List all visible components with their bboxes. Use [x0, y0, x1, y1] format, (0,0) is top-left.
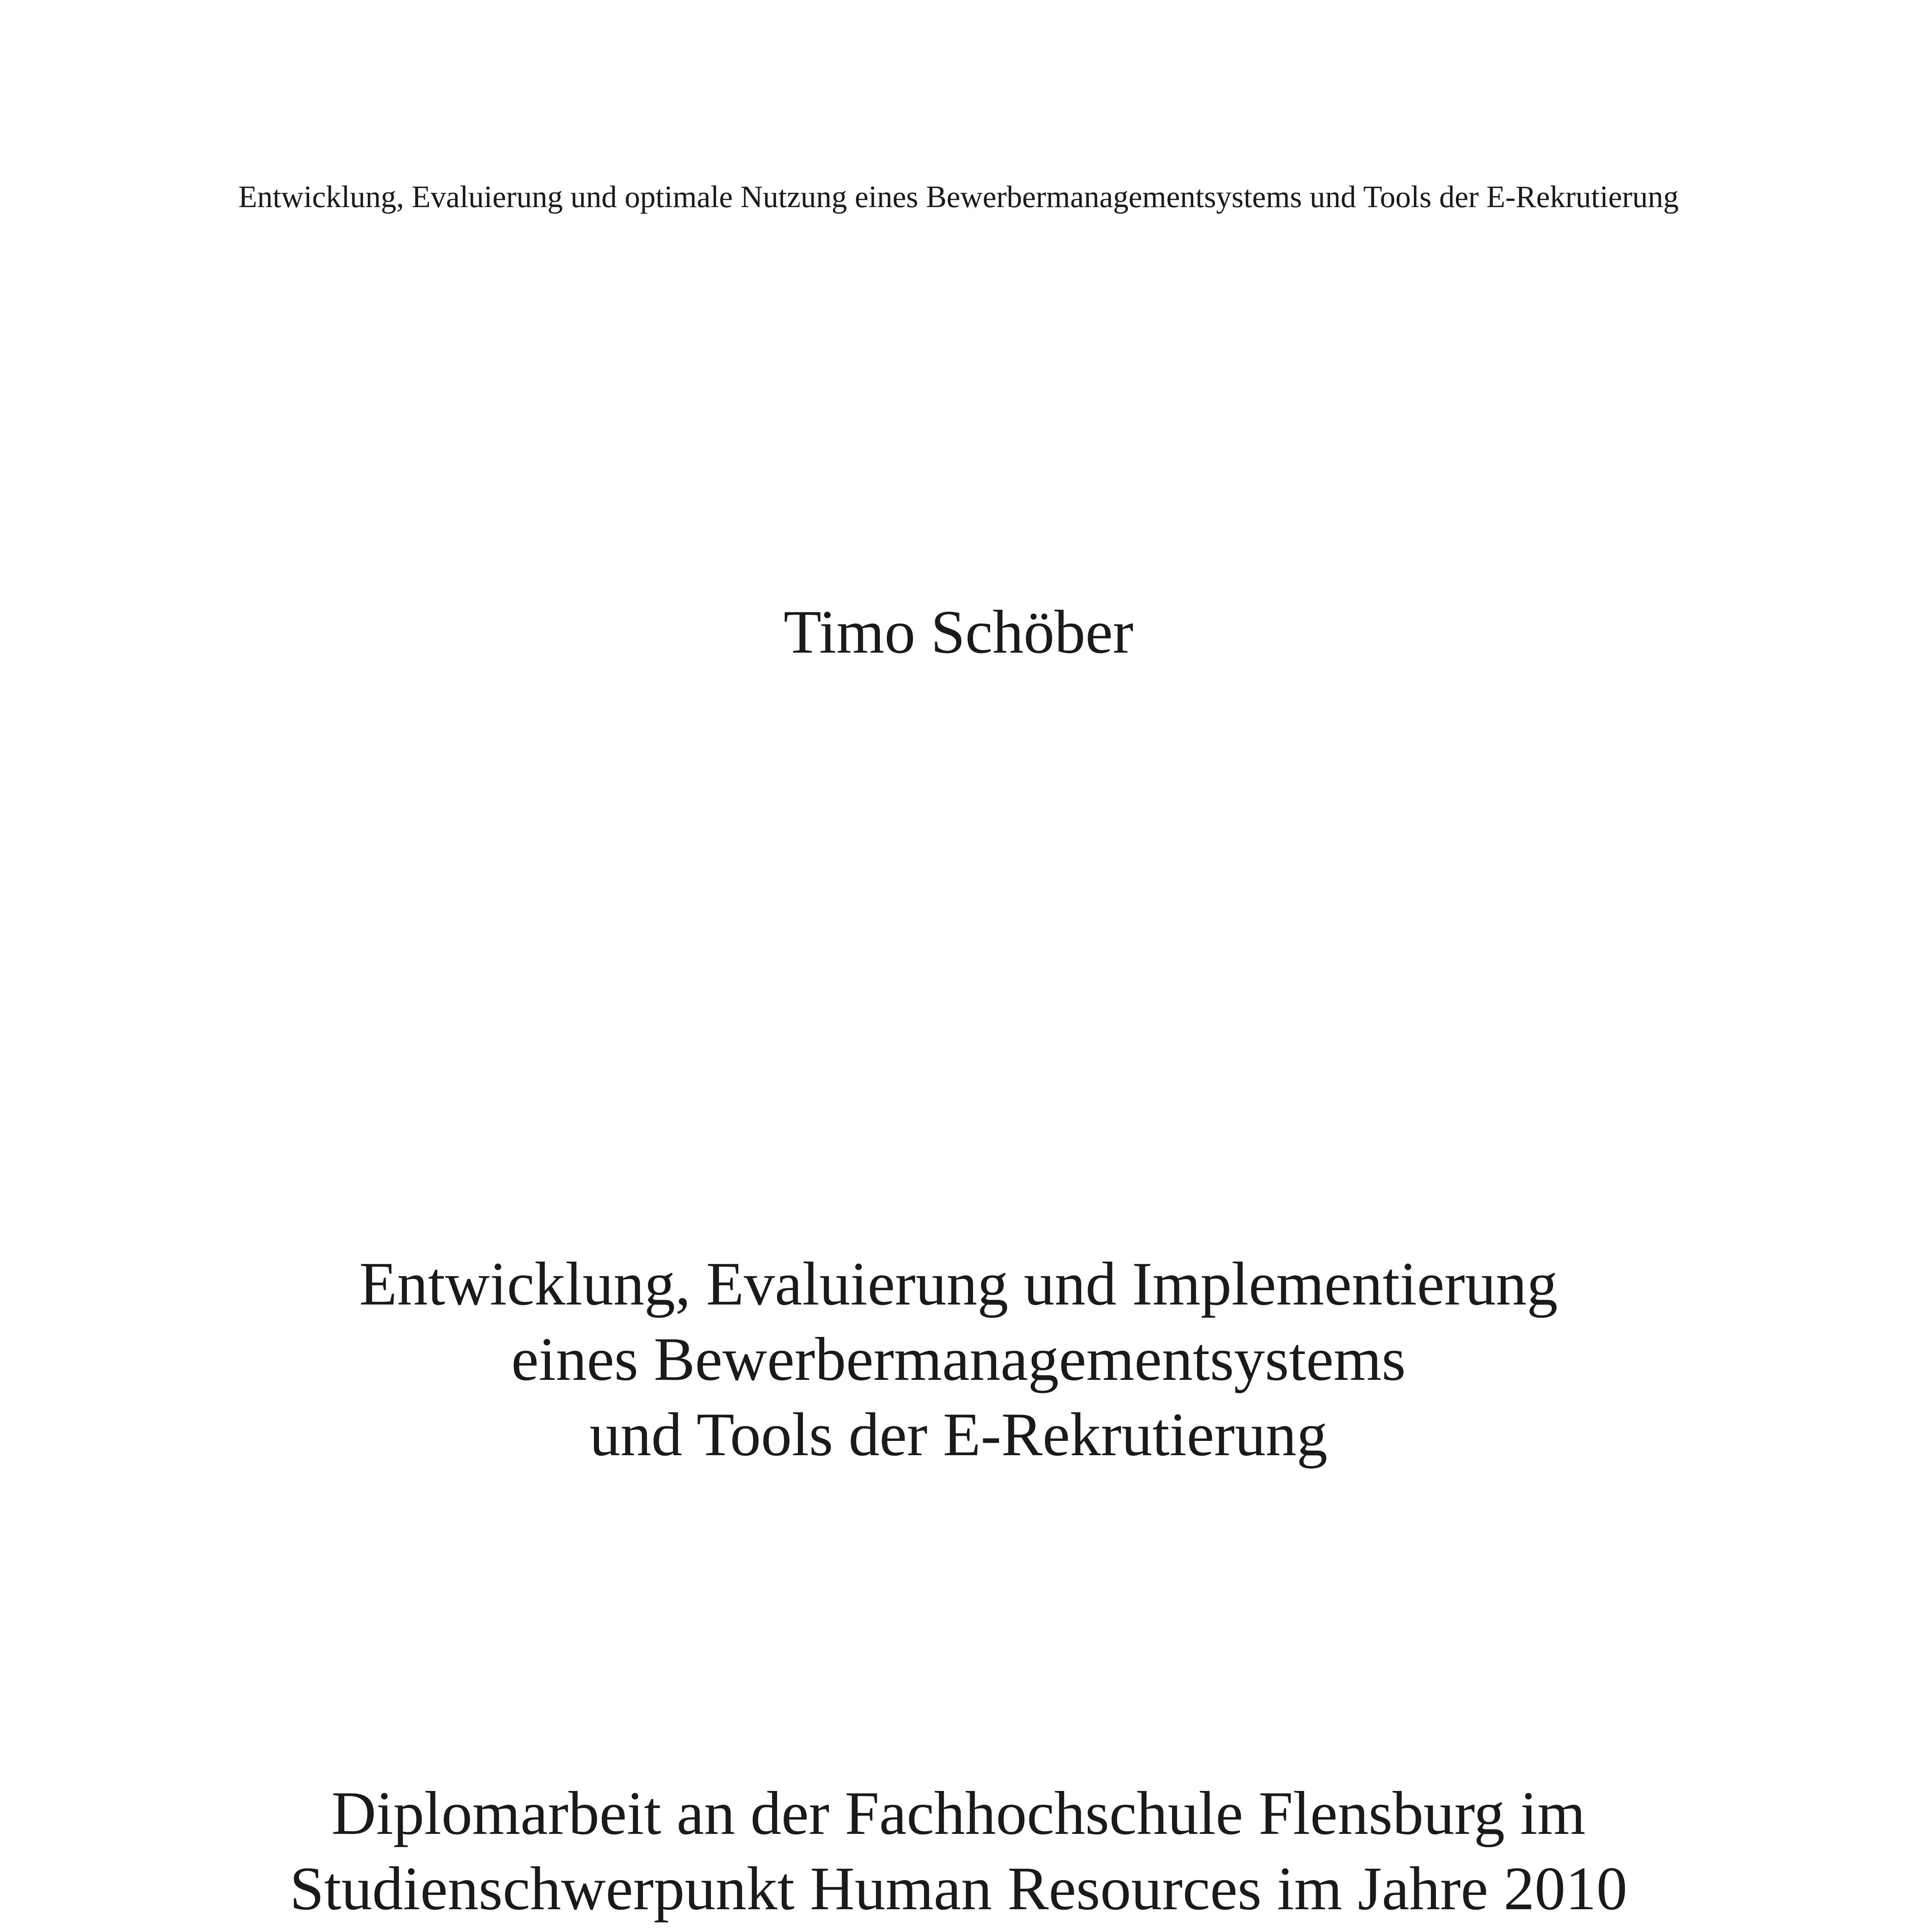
thesis-subtitle [0, 1776, 1917, 1926]
thesis-subtitle-line: Studienschwerpunkt Human Resources im Jahre 2010 [289, 1854, 1628, 1923]
thesis-subtitle-line: Diplomarbeit an der Fachhochschule Flensburg im [331, 1779, 1586, 1847]
running-header: Entwicklung, Evaluierung und optimale Nutzung eines Bewerbermanagementsystems und Tools der E-Rekrutierung [238, 180, 1679, 214]
thesis-title-line: eines Bewerbermanagementsystems [511, 1325, 1406, 1393]
thesis-title [0, 1246, 1917, 1472]
author-name: Timo Schöber [783, 597, 1134, 666]
thesis-title-line: und Tools der E-Rekrutierung [589, 1400, 1328, 1469]
thesis-title-line: Entwicklung, Evaluierung und Implementierung [359, 1249, 1558, 1318]
